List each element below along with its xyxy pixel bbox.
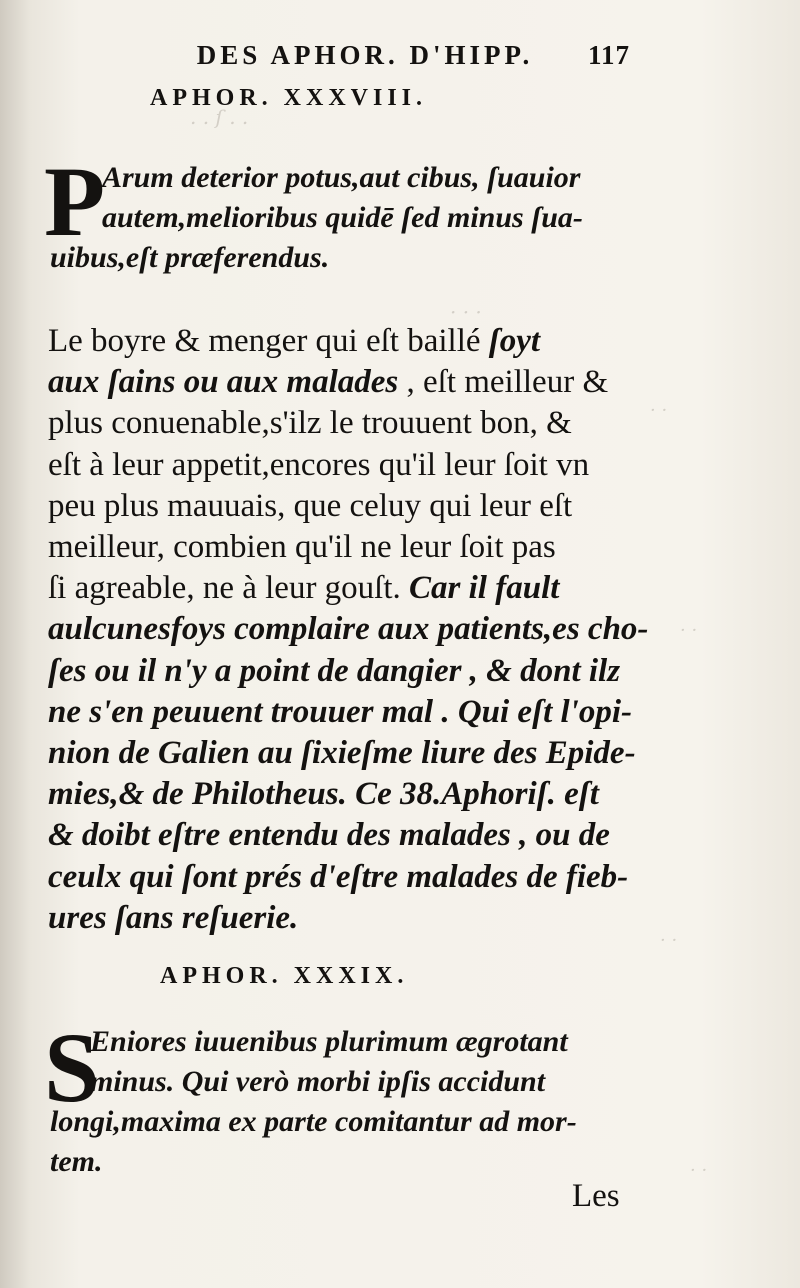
book-page: . . ſ . . · · · · · · · · · · · DES APHOR. D'HIPP. 117 APHOR. XXXVIII. P Arum deterior potus,aut cibus, ſuauior autem,melioribus quidē ſed minus ſua- uibus,eſt præferendus. Le boyre & menger qui eſt baillé ſoyt aux ſains ou aux malades , eſt meilleur & plus conuenable,s'ilz le trouuent bon, & eſt à leur appetit,encores qu'il leur ſoit vn peu plus mauuais, que celuy qui leur eſt meilleur, combien qu'il ne leur ſoit pas ſi agreable, ne à leur gouſt. Car il fault aulcunesfoys complaire aux patients,es cho- ſes ou il n'y a point de dangier , & dont ilz ne s'en peuuent trouuer mal . Qui eſt l'opi- nion de Galien au ſixieſme liure des Epide- mies,& de Philotheus. Ce 38.Aphoriſ. eſt & doibt eſtre entendu des malades , ou de ceulx qui ſont prés d'eſtre malades de fieb- ures ſans reſuerie. APHOR. XXXIX. S Eniores iuuenibus plurimum ægrotant minus. Qui verò morbi ipſis accidunt longi,maxima ex parte comitantur ad mor- tem. Les bbox=[0, 0, 800, 1288]
french-line bbox=[48, 733, 638, 774]
running-head bbox=[100, 40, 630, 71]
aphorism-39-heading: APHOR. XXXIX. bbox=[160, 963, 409, 989]
roman-run: ſi agreable, ne à leur gouſt. bbox=[48, 570, 410, 607]
italic-run: ne s'en peuuent trouuer mal . Qui eſt l'opi- bbox=[48, 693, 632, 730]
latin-line: uibus,eſt præferendus. bbox=[50, 241, 330, 274]
french-line bbox=[48, 815, 638, 856]
roman-run: meilleur, combien qu'il ne leur ſoit pas bbox=[48, 529, 556, 566]
french-line bbox=[48, 527, 638, 568]
italic-run: Car il fault bbox=[409, 570, 560, 607]
french-line bbox=[48, 568, 638, 609]
aphorism-38-heading: APHOR. XXXVIII. bbox=[150, 85, 428, 111]
italic-run: aux ſains ou aux malades bbox=[48, 364, 399, 401]
latin-line: autem,melioribus quidē ſed minus ſua- bbox=[102, 201, 583, 234]
french-line bbox=[48, 898, 638, 939]
french-line bbox=[48, 486, 638, 527]
italic-run: & doibt eſtre entendu des malades , ou de bbox=[48, 817, 610, 854]
latin-line: Arum deterior potus,aut cibus, ſuauior bbox=[102, 161, 581, 194]
french-line bbox=[48, 321, 638, 362]
catchword: Les bbox=[572, 1178, 620, 1214]
french-line bbox=[48, 403, 638, 444]
aphorism-38-french-commentary bbox=[48, 321, 649, 939]
roman-run: Le boyre & menger qui eſt baillé bbox=[48, 323, 489, 359]
italic-run: aulcunesfoys complaire aux patients,es cho- bbox=[48, 611, 649, 648]
french-line bbox=[48, 445, 638, 486]
french-line bbox=[48, 774, 638, 815]
roman-run: , eſt meilleur & bbox=[398, 364, 609, 401]
french-line bbox=[48, 857, 638, 898]
italic-run: mies,& de Philotheus. Ce 38.Aphoriſ. eſt bbox=[48, 776, 599, 813]
aphorism-39-latin-text bbox=[50, 1022, 630, 1182]
roman-run: eſt à leur appetit,encores qu'il leur ſoit vn bbox=[48, 446, 590, 483]
french-line bbox=[48, 609, 649, 650]
page-number: 117 bbox=[587, 40, 630, 70]
italic-run: ſoyt bbox=[488, 323, 541, 359]
italic-run: nion de Galien au ſixieſme liure des Epide- bbox=[48, 735, 636, 772]
italic-run: ures ſans reſuerie. bbox=[48, 899, 299, 936]
italic-run: ceulx qui ſont prés d'eſtre malades de fieb- bbox=[48, 858, 629, 895]
italic-run: ſes ou il n'y a point de dangier , & dont ilz bbox=[48, 652, 621, 689]
aphorism-38-drop-cap: P bbox=[44, 146, 106, 257]
latin-line: tem. bbox=[50, 1145, 103, 1178]
aphorism-39-drop-cap: S bbox=[44, 1012, 100, 1123]
french-line bbox=[48, 362, 638, 403]
roman-run: peu plus mauuais, que celuy qui leur eſt bbox=[48, 487, 573, 524]
latin-line: Eniores iuuenibus plurimum ægrotant bbox=[90, 1025, 568, 1058]
aphorism-38-latin-text bbox=[50, 158, 630, 278]
latin-line: minus. Qui verò morbi ipſis accidunt bbox=[90, 1065, 546, 1098]
french-line bbox=[48, 651, 638, 692]
roman-run: plus conuenable,s'ilz le trouuent bon, & bbox=[48, 405, 572, 442]
running-head-title: DES APHOR. D'HIPP. bbox=[196, 40, 534, 70]
french-line bbox=[48, 692, 638, 733]
latin-line: longi,maxima ex parte comitantur ad mor- bbox=[50, 1105, 577, 1138]
